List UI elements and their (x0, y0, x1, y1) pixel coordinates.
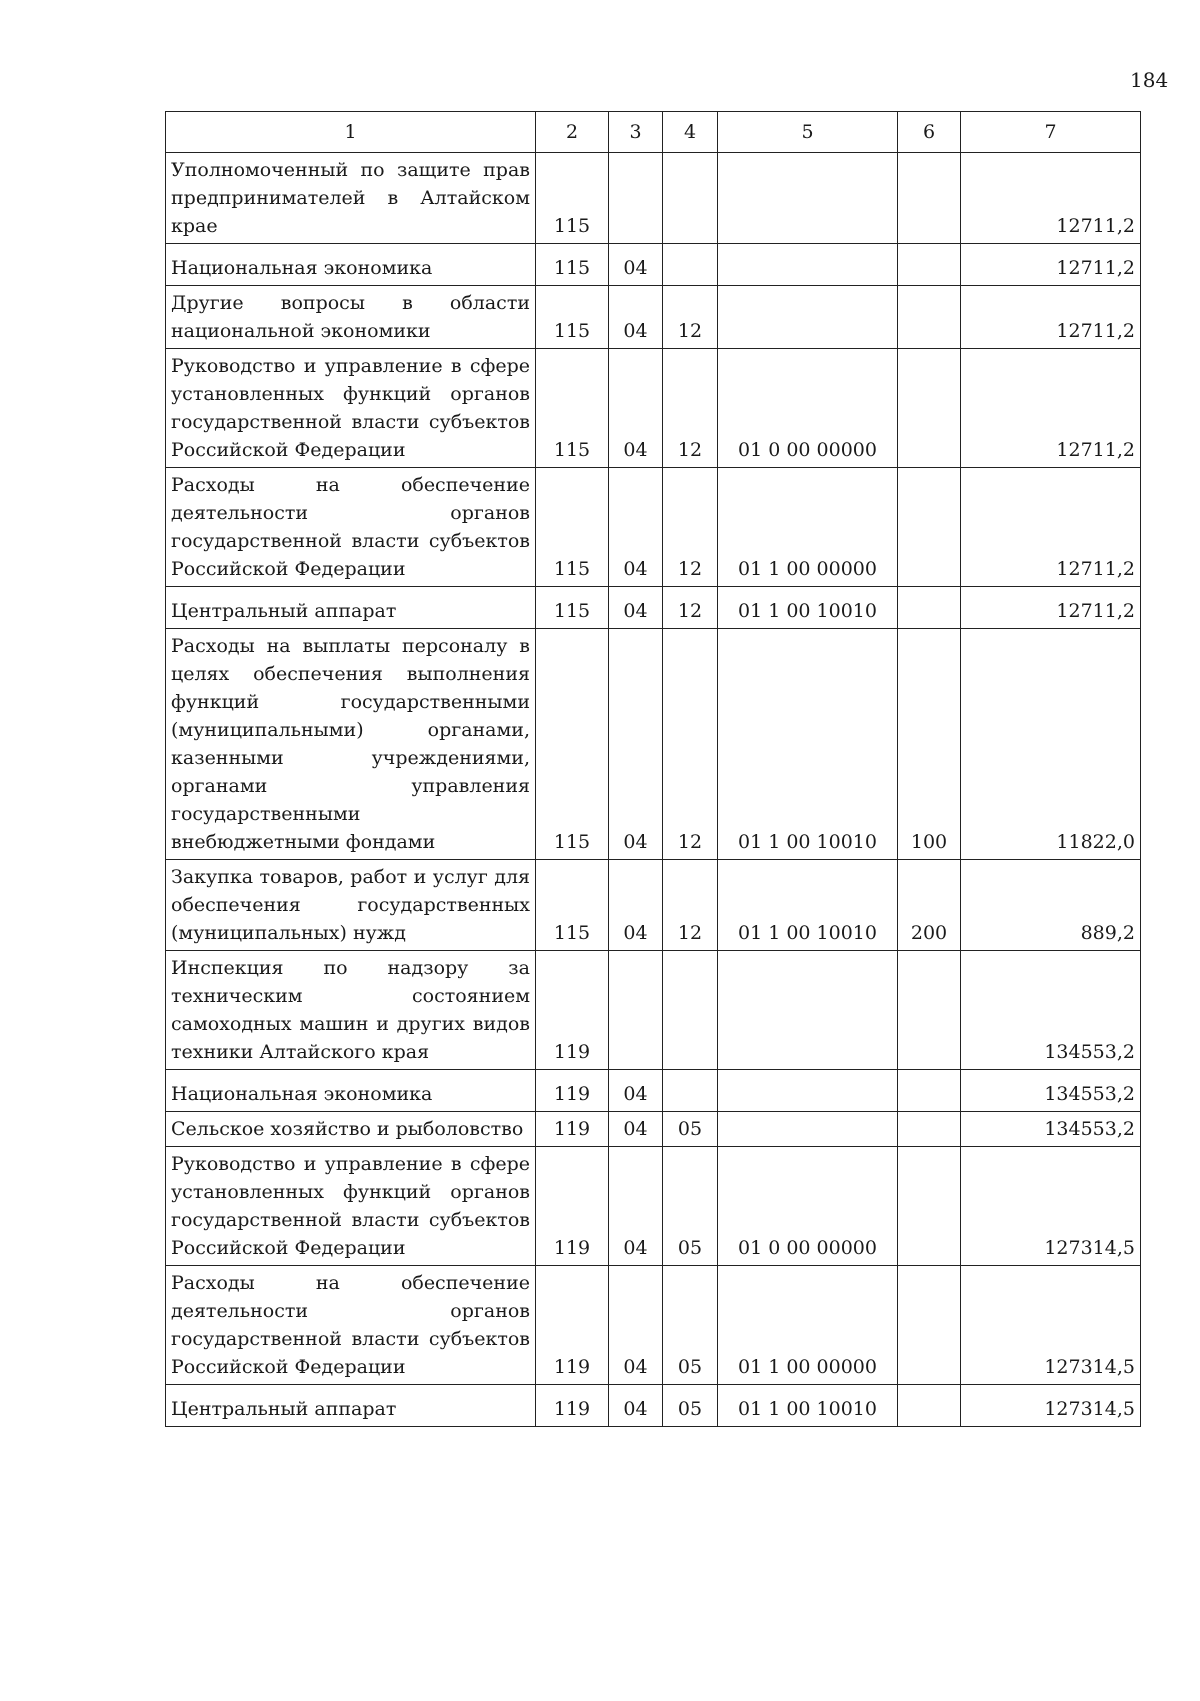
grbs-code-cell: 119 (536, 951, 609, 1070)
expense-name-cell: Расходы на выплаты персоналу в целях обеспечения выполнения функций государственными (муниципальными) органами, казенными учреждениями, органами управления государственными внебюджетными фондами (166, 629, 536, 860)
target-article-cell (718, 1070, 898, 1112)
target-article-cell: 01 0 00 00000 (718, 349, 898, 468)
amount-cell: 11822,0 (961, 629, 1141, 860)
column-header: 1 (166, 112, 536, 153)
expense-type-cell (898, 1070, 961, 1112)
expense-type-cell: 200 (898, 860, 961, 951)
target-article-cell (718, 244, 898, 286)
amount-cell: 12711,2 (961, 244, 1141, 286)
section-code-cell: 04 (609, 1266, 663, 1385)
expense-type-cell (898, 153, 961, 244)
target-article-cell: 01 1 00 00000 (718, 468, 898, 587)
expense-type-cell (898, 1112, 961, 1147)
amount-cell: 134553,2 (961, 1112, 1141, 1147)
section-code-cell (609, 951, 663, 1070)
amount-cell: 127314,5 (961, 1266, 1141, 1385)
expense-type-cell (898, 244, 961, 286)
expense-name-cell: Сельское хозяйство и рыболовство (166, 1112, 536, 1147)
subsection-code-cell: 05 (663, 1147, 718, 1266)
subsection-code-cell: 12 (663, 587, 718, 629)
target-article-cell: 01 1 00 00000 (718, 1266, 898, 1385)
table-row (166, 1070, 1141, 1112)
column-header: 2 (536, 112, 609, 153)
section-code-cell: 04 (609, 1112, 663, 1147)
expense-type-cell (898, 468, 961, 587)
target-article-cell: 01 1 00 10010 (718, 1385, 898, 1427)
section-code-cell: 04 (609, 1385, 663, 1427)
expense-name-cell: Закупка товаров, работ и услуг для обеспечения государственных (муниципальных) нужд (166, 860, 536, 951)
target-article-cell (718, 1112, 898, 1147)
expense-type-cell (898, 1266, 961, 1385)
amount-cell: 12711,2 (961, 468, 1141, 587)
expense-type-cell (898, 1147, 961, 1266)
expense-type-cell (898, 1385, 961, 1427)
expense-name-cell: Центральный аппарат (166, 587, 536, 629)
subsection-code-cell: 12 (663, 286, 718, 349)
expense-type-cell (898, 349, 961, 468)
table-row (166, 587, 1141, 629)
section-code-cell: 04 (609, 860, 663, 951)
subsection-code-cell: 05 (663, 1266, 718, 1385)
amount-cell: 12711,2 (961, 587, 1141, 629)
budget-table (165, 111, 1141, 1427)
page-number: 184 (1130, 68, 1169, 92)
subsection-code-cell: 12 (663, 860, 718, 951)
amount-cell: 12711,2 (961, 286, 1141, 349)
subsection-code-cell: 12 (663, 468, 718, 587)
target-article-cell (718, 153, 898, 244)
section-code-cell: 04 (609, 629, 663, 860)
column-header: 4 (663, 112, 718, 153)
subsection-code-cell: 05 (663, 1385, 718, 1427)
section-code-cell: 04 (609, 286, 663, 349)
section-code-cell: 04 (609, 244, 663, 286)
table-row (166, 1147, 1141, 1266)
grbs-code-cell: 119 (536, 1266, 609, 1385)
amount-cell: 127314,5 (961, 1147, 1141, 1266)
target-article-cell: 01 0 00 00000 (718, 1147, 898, 1266)
grbs-code-cell: 119 (536, 1070, 609, 1112)
table-row (166, 286, 1141, 349)
table-row (166, 1266, 1141, 1385)
expense-name-cell: Национальная экономика (166, 1070, 536, 1112)
grbs-code-cell: 115 (536, 286, 609, 349)
grbs-code-cell: 115 (536, 468, 609, 587)
target-article-cell: 01 1 00 10010 (718, 629, 898, 860)
section-code-cell: 04 (609, 587, 663, 629)
subsection-code-cell (663, 1070, 718, 1112)
expense-name-cell: Расходы на обеспечение деятельности органов государственной власти субъектов Российской Федерации (166, 1266, 536, 1385)
table-row (166, 244, 1141, 286)
expense-type-cell: 100 (898, 629, 961, 860)
expense-name-cell: Центральный аппарат (166, 1385, 536, 1427)
subsection-code-cell: 05 (663, 1112, 718, 1147)
expense-type-cell (898, 951, 961, 1070)
subsection-code-cell (663, 153, 718, 244)
target-article-cell (718, 286, 898, 349)
table-row (166, 153, 1141, 244)
expense-name-cell: Уполномоченный по защите прав предпринимателей в Алтайском крае (166, 153, 536, 244)
table-row (166, 349, 1141, 468)
column-header: 6 (898, 112, 961, 153)
table-row (166, 629, 1141, 860)
table-row (166, 1112, 1141, 1147)
section-code-cell (609, 153, 663, 244)
table-row (166, 1385, 1141, 1427)
section-code-cell: 04 (609, 468, 663, 587)
section-code-cell: 04 (609, 1147, 663, 1266)
grbs-code-cell: 119 (536, 1147, 609, 1266)
grbs-code-cell: 115 (536, 349, 609, 468)
column-header: 3 (609, 112, 663, 153)
amount-cell: 12711,2 (961, 349, 1141, 468)
grbs-code-cell: 115 (536, 244, 609, 286)
section-code-cell: 04 (609, 349, 663, 468)
expense-name-cell: Другие вопросы в области национальной экономики (166, 286, 536, 349)
amount-cell: 12711,2 (961, 153, 1141, 244)
grbs-code-cell: 119 (536, 1385, 609, 1427)
table-row (166, 951, 1141, 1070)
subsection-code-cell (663, 244, 718, 286)
grbs-code-cell: 119 (536, 1112, 609, 1147)
expense-type-cell (898, 286, 961, 349)
table-header-row (166, 112, 1141, 153)
column-header: 7 (961, 112, 1141, 153)
expense-type-cell (898, 587, 961, 629)
table-row (166, 860, 1141, 951)
subsection-code-cell: 12 (663, 629, 718, 860)
target-article-cell (718, 951, 898, 1070)
expense-name-cell: Руководство и управление в сфере установленных функций органов государственной власти субъектов Российской Федерации (166, 349, 536, 468)
table-row (166, 468, 1141, 587)
target-article-cell: 01 1 00 10010 (718, 587, 898, 629)
amount-cell: 889,2 (961, 860, 1141, 951)
expense-name-cell: Расходы на обеспечение деятельности органов государственной власти субъектов Российской Федерации (166, 468, 536, 587)
expense-name-cell: Руководство и управление в сфере установленных функций органов государственной власти субъектов Российской Федерации (166, 1147, 536, 1266)
grbs-code-cell: 115 (536, 153, 609, 244)
amount-cell: 134553,2 (961, 1070, 1141, 1112)
amount-cell: 134553,2 (961, 951, 1141, 1070)
subsection-code-cell: 12 (663, 349, 718, 468)
column-header: 5 (718, 112, 898, 153)
table-body (166, 153, 1141, 1427)
subsection-code-cell (663, 951, 718, 1070)
amount-cell: 127314,5 (961, 1385, 1141, 1427)
expense-name-cell: Национальная экономика (166, 244, 536, 286)
grbs-code-cell: 115 (536, 860, 609, 951)
section-code-cell: 04 (609, 1070, 663, 1112)
grbs-code-cell: 115 (536, 587, 609, 629)
expense-name-cell: Инспекция по надзору за техническим состоянием самоходных машин и других видов техники Алтайского края (166, 951, 536, 1070)
target-article-cell: 01 1 00 10010 (718, 860, 898, 951)
grbs-code-cell: 115 (536, 629, 609, 860)
